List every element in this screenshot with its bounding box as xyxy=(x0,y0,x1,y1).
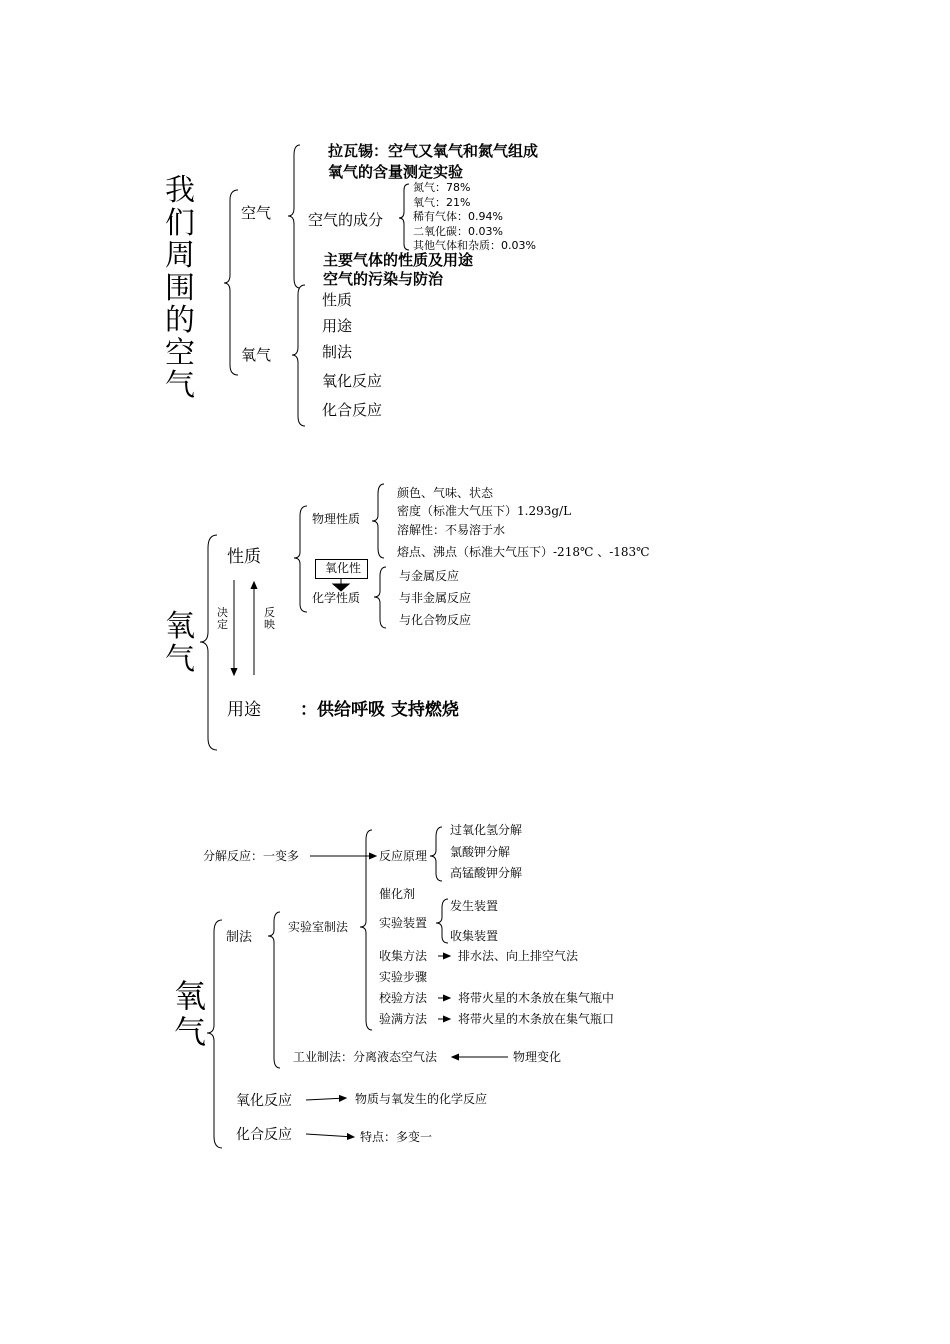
section2-title: 氧气 xyxy=(165,609,195,677)
collect-value: 排水法、向上排空气法 xyxy=(458,949,579,963)
physical-points: 熔点、沸点（标准大气压下）-218℃ 、-183℃ xyxy=(397,545,650,559)
chemical-label: 化学性质 xyxy=(312,591,361,605)
oxygen-item-combination: 化合反应 xyxy=(322,401,383,419)
brace-oxygen-3 xyxy=(207,920,222,1148)
combination-label: 化合反应 xyxy=(236,1127,292,1143)
principle-label: 反应原理 xyxy=(379,849,428,863)
principle-kmno4: 高锰酸钾分解 xyxy=(450,866,523,880)
brace-oxygen xyxy=(292,285,305,426)
chemical-nonmetal: 与非金属反应 xyxy=(399,591,472,605)
oxidizing-label: 氧化性 xyxy=(325,561,362,575)
section1-title: 我们周围的空气 xyxy=(165,173,195,403)
brace-properties xyxy=(294,506,307,612)
air-item-lavoisier: 拉瓦锡：空气又氧气和氮气组成 xyxy=(328,142,539,160)
industrial-label: 工业制法：分离液态空气法 xyxy=(293,1050,438,1064)
physical-solubility: 溶解性：不易溶于水 xyxy=(397,523,506,537)
test-value: 将带火星的木条放在集气瓶中 xyxy=(458,991,615,1005)
steps-label: 实验步骤 xyxy=(379,970,428,984)
oxidizing-box xyxy=(315,559,368,579)
principle-kclo3: 氯酸钾分解 xyxy=(450,845,511,859)
arrow-oxidation xyxy=(306,1098,346,1100)
physical-label: 物理性质 xyxy=(312,512,361,526)
preparation-label: 制法 xyxy=(226,930,253,945)
oxidation-label: 氧化反应 xyxy=(236,1093,292,1109)
composition-other: 其他气体和杂质：0.03% xyxy=(413,239,536,252)
test-label: 校验方法 xyxy=(379,991,428,1005)
brace-lab xyxy=(360,830,372,1030)
oxygen-item-preparation: 制法 xyxy=(322,343,353,361)
brace-apparatus xyxy=(436,899,448,943)
properties-label: 性质 xyxy=(227,547,261,567)
brace-air xyxy=(288,145,300,288)
oxygen-label: 氧气 xyxy=(241,346,272,364)
composition-rare-gas: 稀有气体：0.94% xyxy=(413,210,503,223)
oxygen-item-uses: 用途 xyxy=(322,317,353,335)
air-item-oxygen-content: 氧气的含量测定实验 xyxy=(328,163,464,181)
composition-nitrogen: 氮气：78% xyxy=(413,181,471,194)
full-label: 验满方法 xyxy=(379,1012,428,1026)
brace-principle xyxy=(430,827,442,881)
chemical-metal: 与金属反应 xyxy=(399,569,460,583)
collect-label: 收集方法 xyxy=(379,949,428,963)
oxidation-value: 物质与氧发生的化学反应 xyxy=(355,1092,488,1106)
brace-main xyxy=(224,190,238,375)
composition-co2: 二氧化碳：0.03% xyxy=(413,225,503,238)
physical-change-label: 物理变化 xyxy=(513,1050,562,1064)
principle-h2o2: 过氧化氢分解 xyxy=(450,823,523,837)
physical-density: 密度（标准大气压下）1.293g/L xyxy=(397,504,572,518)
air-more-properties: 主要气体的性质及用途 xyxy=(323,251,474,269)
lab-label: 实验室制法 xyxy=(288,920,349,934)
reflect-label: 反映 xyxy=(264,606,275,631)
brace-oxygen-2 xyxy=(200,535,217,750)
apparatus-generator: 发生装置 xyxy=(450,899,499,913)
use-value: ：供给呼吸 支持燃烧 xyxy=(300,700,459,720)
catalyst-label: 催化剂 xyxy=(379,887,416,901)
apparatus-collector: 收集装置 xyxy=(450,929,499,943)
chemical-compound: 与化合物反应 xyxy=(399,613,472,627)
full-value: 将带火星的木条放在集气瓶口 xyxy=(458,1012,615,1026)
use-label: 用途 xyxy=(227,700,261,720)
section3-title: 氧气 xyxy=(173,977,206,1051)
composition-label: 空气的成分 xyxy=(308,211,384,229)
brace-physical xyxy=(372,484,384,558)
air-more-pollution: 空气的污染与防治 xyxy=(323,270,444,288)
brace-preparation xyxy=(268,912,280,1068)
apparatus-label: 实验装置 xyxy=(379,916,428,930)
decomposition-label: 分解反应：一变多 xyxy=(203,849,300,863)
decide-label: 决定 xyxy=(217,606,228,631)
oxygen-item-properties: 性质 xyxy=(322,291,353,309)
brace-composition xyxy=(399,184,409,250)
brace-chemical xyxy=(374,567,386,628)
combination-value: 特点：多变一 xyxy=(360,1130,433,1144)
physical-color: 颜色、气味、状态 xyxy=(397,486,494,500)
arrow-combination xyxy=(306,1134,354,1137)
oxygen-item-oxidation: 氧化反应 xyxy=(322,372,383,390)
composition-oxygen: 氧气：21% xyxy=(413,196,471,209)
air-label: 空气 xyxy=(241,204,272,222)
